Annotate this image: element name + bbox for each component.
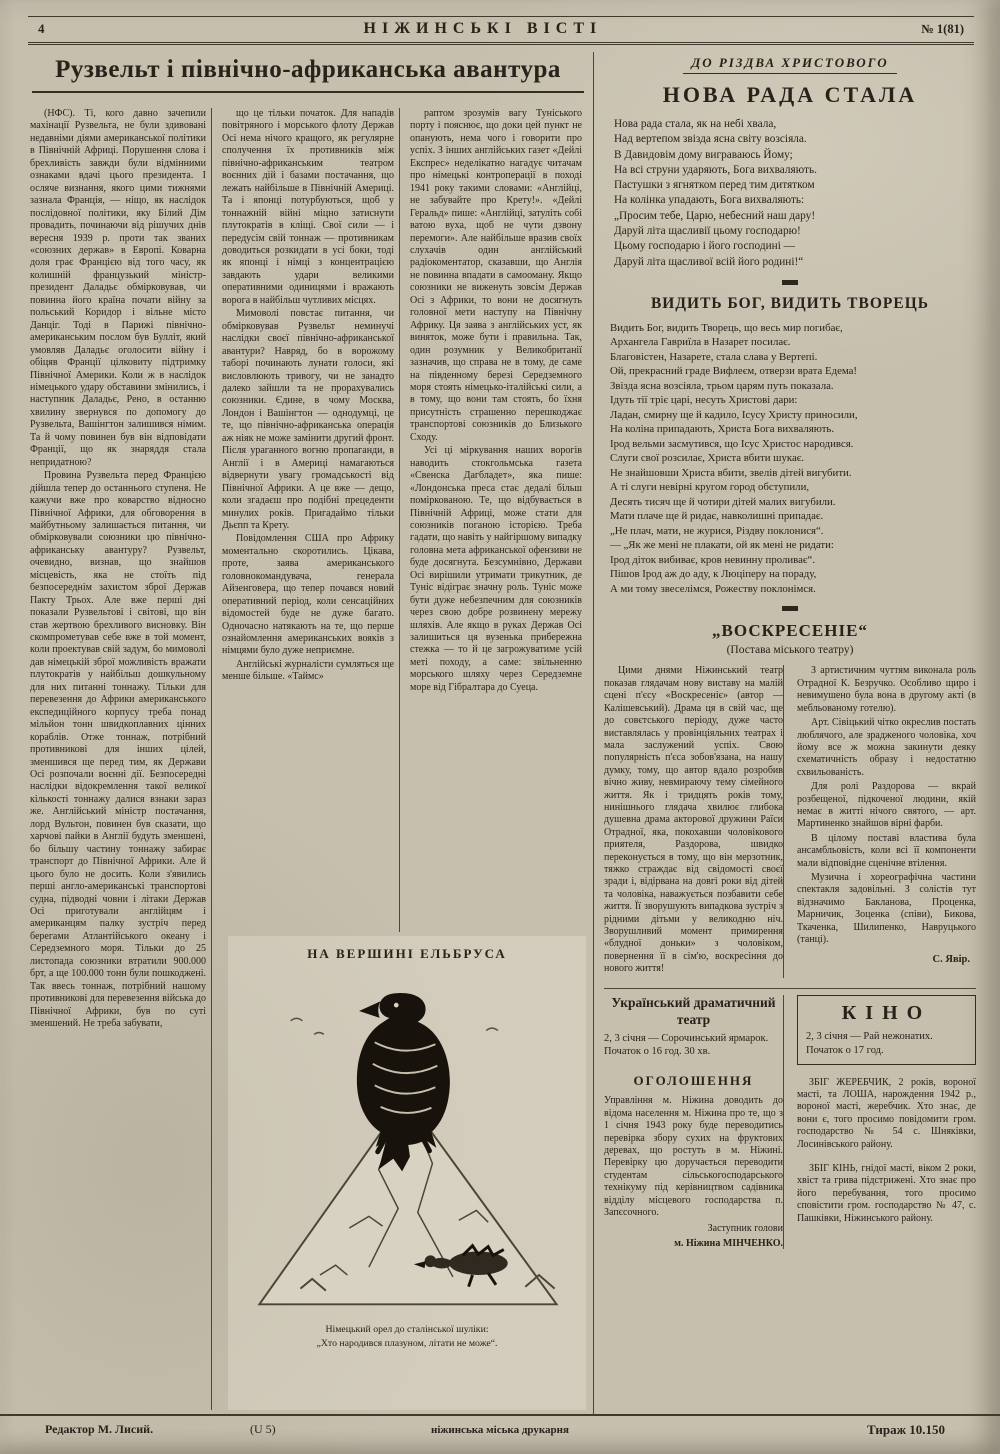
theatre-ad-date-line: 2, 3 січня — Сорочинський ярмарок. — [604, 1033, 769, 1045]
footer-rule — [0, 1414, 1000, 1416]
paragraph: В цілому поставі властива була ансамбльовість, коли всі її компоненти мали відповідне сценічне втілення. — [797, 832, 976, 869]
lost-animal-notices — [797, 1077, 976, 1225]
poem-line: А ті слуги невірні кругом город обступили, — [610, 481, 810, 494]
lost-animal-notice: ЗБІГ КІНЬ, гнідої масті, віком 2 роки, хвіст та грива підстрижені. Хто знає про його перебування, того просимо сповістити гром. господарство № 47, с. Пашківки, Ніжинського району. — [797, 1163, 976, 1224]
poem-line: Не знайшовши Христа вбити, звелів дітей вигубити. — [610, 466, 852, 479]
theatre-ad-box — [604, 995, 783, 1250]
cartoon-title: НА ВЕРШИНІ ЕЛЬБРУСА — [307, 946, 507, 961]
poem-line: Звізда ясна возсіяла, трьом царям путь показала. — [610, 379, 834, 392]
issue-number: № 1(81) — [921, 22, 964, 36]
ads-row — [604, 995, 976, 1250]
paragraph: Усі ці міркування наших ворогів наводить стокгольмська газета «Свенска Дагбладет», яка пише: «Лондонська преса стає дедалі більш поміркованою. Те, що відбувається в Північній Африці, може стати для союзників поганою історією. Треба гадати, що навіть у найгіршому випадку головна мета африканської офензиви не буде досягнута. Безсумнівно, Держави Осі вирішили утримати трикутник, де Туніс відіграє значну роль. Туніс може бути дуже небезпечним для союзників через свою добре розвинену мережу шляхів. Але якщо в руках Держав Осі залишиться ця вузенька прибережна стежка — то й це загрожуватиме усій меті походу, а саме: звільненню морського шляху через Середземне море від Гібралтара до Суеца. — [410, 445, 582, 693]
poem-line: Благовістен, Назарете, стала слава у Вертепі. — [610, 350, 818, 363]
carol-1-title: НОВА РАДА СТАЛА — [662, 82, 918, 107]
poem-line: Ірод діток вибиває, кров невинну проливає“. — [610, 553, 816, 566]
announcements-title: ОГОЛОШЕННЯ — [633, 1073, 754, 1089]
paragraph: Арт. Сівіцький чітко окреслив постать люблячого, але зрадженого чоловіка, хоч йому все ж можна закинути деяку схематичність образу і недостатню схвильованість. — [797, 717, 976, 778]
theatre-ad-time-line: Початок о 16 год. 30 хв. — [604, 1046, 711, 1058]
cartoon-box — [228, 936, 586, 1410]
kino-title: КІНО — [841, 1001, 932, 1024]
column-rule — [399, 108, 400, 932]
poem-line: Видить Бог, видить Творець, що весь мир погибає, — [610, 321, 843, 334]
christmas-kicker: ДО РІЗДВА ХРИСТОВОГО — [683, 55, 896, 74]
paragraph: раптом зрозумів вагу Туніського порту і пояснює, що доки цей пункт не опанують, нема чого і говорити про успіх. З інших англійських газет «Дейлі Експрес» неделікатно нагадує читачам про німецькі контроперації в поході 1941 року такими словами: «Англійці, не забувайте про Крету!». «Дейлі Геральд» пише: «Англійці, затуліть собі ватою вуха, щоб не чути дзвону перемоги». Але найбільше вразив своїх слухачів один англійський радіокоментатор, сказавши, що Англія не повинна впадати в самооману. Якщо союзники не виженуть зовсім Держав Осі з Африки, то вони не досягнуть головної мети наступу на Північну Африку. Ця заява з англійських уст, як виняток, може бути і правильна. Так, один розумник у Великобританії зазначив, що справа не в тому, де саме на південному березі Середземного моря стоять німецько-італійські сили, а в тому, що вони там стоять, бо їхня присутність страшенно перешкоджає транспортові союзників до Близького Сходу. — [410, 108, 582, 443]
poem-line: Десять тисяч ще й чотири дітей малих вигубили. — [610, 495, 836, 508]
poem-line: Ірод вельми засмутився, що Ісус Христос народився. — [610, 437, 854, 450]
poem-line: На колінка упадають, Бога вихваляють: — [614, 194, 805, 207]
paragraph: З артистичним чуттям виконала роль Отрадної К. Безручко. Особливо щиро і невимушено була вона в другому акті (в мебльованому готелю). — [797, 665, 976, 714]
poem-line: „Просим тебе, Царю, небесний наш дару! — [614, 209, 816, 222]
article-column-1 — [30, 108, 206, 1408]
paragraph: Цими днями Ніжинський театр показав глядачам нову виставу на малій сцені п'єсу «Воскресеніє» (автор — Калішевський). Драма ця в свій час, ще до совєтського періоду, дуже часто виставлялась у провінціяльних театрах і мала заслужений успіх. Свою популярність п'єса зобов'язана, на нашу думку, тому, що автор вдало розробив вічно живу, невмираючу тему сімейного життя. Як і тридцять років тому, нинішнього глядача хвилює глибока душевна драма акторової дружини Раїси Отрадної, яка, покохавши чоловікового приятеля, Раздорова, швидко переконується в тому, що він мерзотник, тяжко страждає від свідомості своєї зради і, відірвана на довгі роки від дітей та чоловіка, наважується позбавити себе життя. Її зворушують випадкова зустріч з рідними дітьми у великодню ніч. Зворушливий момент примирення «блудної доньки» з чоловіком, повернення її в сім'ю, воскресіння до нового життя! — [604, 665, 783, 975]
paragraph: Мимоволі повстає питання, чи обмірковував Рузвельт неминучі наслідки своєї північно-африканської авантури? Навряд, бо в ворожому таборі починають лунати голоси, які висловлюють тривогу, чи не занадто далеко зайшли та не прорахувались союзники. Єдине, в чому Москва, Лондон і Вашінгтон — однодумці, це те, що північно-африканська операція аж ніяк не може замінити другий фронт. Після ураганного вогню пропаганди, в Англії і в Америці намагаються відвернути увагу громадськості від Північної Африки. А це вже — дещо, коли згадаєш про подібні прецеденти минулих років. Пригадаймо тільки Дьєпп та Крету. — [222, 308, 394, 531]
cartoon-caption-line-1: Німецький орел до сталінської шуліки: — [325, 1324, 489, 1335]
announcement-signature-role: Заступник голови — [707, 1223, 783, 1235]
carol-1-text — [614, 117, 976, 270]
editor-credit: Редактор М. Лисий. — [45, 1422, 154, 1436]
review-column-2-paragraphs — [797, 665, 976, 946]
masthead — [28, 16, 974, 45]
review-title: „ВОСКРЕСЕНІЕ“ — [712, 621, 868, 641]
poem-line: В Давидовім дому виграваюсь Йому; — [614, 148, 793, 161]
paragraph: Музична і хореографічна частини спектакля задовільні. З солістів тут відзначимо Бакланова, Проценка, Марничик, Зоценка (співи), Бикова, Ткаченка, Шилипенко, Навруцького (танці). — [797, 871, 976, 945]
poem-line: На коліна припадають, Христа Бога вихваляють. — [610, 423, 835, 436]
kino-ad-box — [797, 995, 976, 1065]
poem-line: Нова рада стала, як на небі хвала, — [614, 118, 777, 130]
kino-film-line: 2, 3 січня — Рай нежонатих. — [806, 1030, 933, 1042]
article-column-3 — [410, 108, 582, 932]
eagle-mountain-cartoon-illustration — [232, 964, 582, 1322]
poem-line: Ладан, смирну ще й кадило, Ісусу Христу приносили, — [610, 408, 858, 421]
newspaper-title: НІЖИНСЬКІ ВІСТІ — [363, 20, 603, 37]
poem-line: А ми тому звеселімся, Рожеству поклонімся. — [610, 582, 816, 595]
main-headline: Рузвельт і північно-африканська авантура — [32, 56, 584, 93]
section-rule — [604, 988, 976, 989]
paragraph: Повідомлення США про Африку моментально скоротились. Цікава, проте, заява американського головнокомандувача, генерала Айзенговера, що тепер почався новий оперативний період, коли сенсаційних відомостей буде не дуже багато. Одночасно натякають на те, що перше ознайомлення американських вояків з німцями було дуже неприємне. — [222, 533, 394, 657]
kino-column — [783, 995, 976, 1250]
review-column-2 — [783, 665, 976, 977]
section-divider-ornament — [782, 280, 798, 285]
poem-line: „Не плач, мати, не журися, Різдву поклонися“. — [610, 524, 824, 537]
main-divider-rule — [593, 52, 594, 1414]
column-rule — [211, 108, 212, 1410]
carol-2-title: ВИДИТЬ БОГ, ВИДИТЬ ТВОРЕЦЬ — [650, 294, 930, 312]
announcement-body: Управління м. Ніжина доводить до відома населення м. Ніжина про те, що з 1 січня 1943 року буде переводитись перевірка збору сухих на фруктових деревах, що ростуть в м. Ніжині. Перевірку цю доручається переводити студентам сільськогосподарського технікуму під керівництвом садівника відділу місцевого господарства п. Запєсочного. — [604, 1095, 783, 1219]
cartoon-caption-line-2: „Хто народився плазуном, літати не може“. — [316, 1338, 498, 1349]
press-mark: (U 5) — [250, 1422, 276, 1436]
carol-2-text — [610, 321, 976, 597]
poem-line: Пастушки з ягнятком перед тим дитятком — [614, 179, 815, 192]
kino-time-line: Початок о 17 год. — [806, 1044, 884, 1056]
review-columns — [604, 665, 976, 977]
right-section — [604, 54, 976, 1412]
poem-line: Слуги свої розсилає, Христа вбити шукає. — [610, 452, 805, 465]
section-divider-ornament — [782, 606, 798, 611]
paragraph: Для ролі Раздорова — вкрай розбещеної, підкоченої людини, якій немає в житті нічого святого, — арт. Мартиненко знайшов вірні фарби. — [797, 781, 976, 830]
review-column-1 — [604, 665, 783, 977]
page-number: 4 — [38, 21, 45, 36]
paragraph: що це тільки початок. Для нападів повітряного і морського флоту Держав Осі нема нічого кращого, як регулярне сполучення їх противників між північно-африканським театром воєнних дій і базами постачання, що лежать найбільше в Північній Америці. Та і японці потурбуються, щоб у тоннажній війні міцно затиснути плутократів в кліщі. Свої сили — і передусім свій тоннаж — противникам доводиться розкидати в усі боки, тоді як японці і німці з концентрацією завдають удари великими оперативними одиницями і вражають ворога в найбільш чутливих місцях. — [222, 108, 394, 306]
poem-line: Пішов Ірод аж до аду, к Люціперу на пораду, — [610, 568, 817, 581]
poem-line: На всі струни ударяють, Бога вихваляють. — [614, 163, 817, 176]
review-signature: С. Явір. — [932, 954, 970, 966]
circulation: Тираж 10.150 — [867, 1422, 945, 1437]
poem-line: Цьому господарю і його господині — — [614, 240, 795, 253]
paragraph: (НФС). Ті, кого давно зачепили махінації Рузвельта, не були здивовані недавніми діями американської політики в Північній Африці. Порушення слова і брехливість завжди були відмінними ознаками вдачі цього президента. І осляче визнання, якого цими тижнями зазнала Франція, — ніщо, як наслідок послідовної політики, яку Білий Дім провадить, починаючи від рішучих днів вересня 1939 р. проти так званих «союзних держав» в Европі. Коварна доля грає Францією від того часу, як колишній французький міністр-президент Даладьє обмірковував, чи повинна його країна почати війну за польський Коридор і вільне місто Данціг. Тоді в Парижі північно-американським послом був Булліт, який умовляв Даладьє оголосити війну і обіцяв Франції цілковиту підтримку Північної Америки. Коли ж в наслідок німецького удару обставини змінились, і наступник Даладьє, Рено, в останню хвилину звернувся по допомогу до Рузвельта, Вашінгтон залишився німим. Та й чому повинен був він відповідати Франції, що як знаряддя стала непридатною? — [30, 108, 206, 468]
poem-line: Ідуть тії тріє царі, несуть Христові дари: — [610, 394, 798, 407]
poem-line: Над вертепом звізда ясна світу возсіяла. — [614, 133, 807, 146]
poem-line: Архангела Гавриїла в Назарет посилає. — [610, 336, 791, 349]
paragraph: Провина Рузвельта перед Францією дійшла тепер до останнього ступеня. Не кажучи вже про коварство відносно Північної Африки, для обговорення в майбутньому залишається питання, чи обмірковували союзники цю північно-африканську авантуру? Рузвельт, очевидно, визнав, що знайшов місцевість, яка не стоїть під безпосереднім захистом зброї Держав Пакту Трьох. Але вже перші дні показали Рузвельтові і світові, що він став жертвою брехливого висновку. Він скомпрометував себе вже в той момент, коли проектував свій задум, бо мимоволі дав німецькій зброї можливість вражати плутократів у найбільш дошкульному для них питанні тоннажу. Тільки для перевезення до Африки американського експедиційного корпусу треба понад мільйон тонн швидкоплавних цінних кораблів. Отже тоннаж, потрібний противникові для інших цілей, зменшився ще перед тим, як Держави Осі розпочали воєнні дії. Безпосередні наслідки відокремлення такої великої кількості тоннажу далися взнаки зараз же. Англійський міністр постачання, лорд Вультон, повинен був сказати, що харчові пайки в Англії будуть зменшені, бо більшу частину тоннажу забирає транспорт до Північної Африки. Але й цього було не досить. Коли з'явились перші англо-американські транспортові судна, підводні човни і літаки Держав Осі приготували англійцям і американцям палку зустріч перед берегами Атлантійського океану і Середземного моря. Тільки до 25 листопада союзники втратили 900.000 брт, а ще 100.000 тонн були пошкоджені. Так ввесь тоннаж, потрібний нашому противникові для перевезення війська до Північної Африки, був по суті зменшений. Не треба забувати, — [30, 470, 206, 1030]
poem-line: Мати плаче ще й ридає, навколишні припадає. — [610, 510, 824, 523]
printer-credit: ніжинська міська друкарня — [431, 1424, 569, 1436]
poem-line: Даруй літа щасливії цьому господарю! — [614, 225, 801, 238]
lost-animal-notice: ЗБІГ ЖЕРЕБЧИК, 2 років, вороної масті, та ЛОША, нарождення 1942 р., вороної масті, жеребчик. Хто знає, де вони є, того просимо повідомити гром. господарство № 54 с. Шняківки, Лосинівського району. — [797, 1076, 976, 1150]
poem-line: — „Як же мені не плакати, ой як мені не ридати: — [610, 539, 834, 552]
review-subtitle: (Постава міського театру) — [726, 644, 854, 657]
poem-line: Ой, прекрасний граде Вифлеєм, отверзи врата Едема! — [610, 365, 858, 378]
theatre-ad-title: Український драматичний театр — [611, 994, 776, 1027]
poem-line: Даруй літа щасливої всій його родині!“ — [614, 255, 804, 268]
footer — [0, 1422, 1000, 1446]
article-column-2 — [222, 108, 394, 928]
paragraph: Англійські журналісти сумляться ще менше більше. «Таймс» — [222, 658, 394, 683]
announcement-signature-name: м. Ніжина МІНЧЕНКО. — [674, 1238, 783, 1250]
